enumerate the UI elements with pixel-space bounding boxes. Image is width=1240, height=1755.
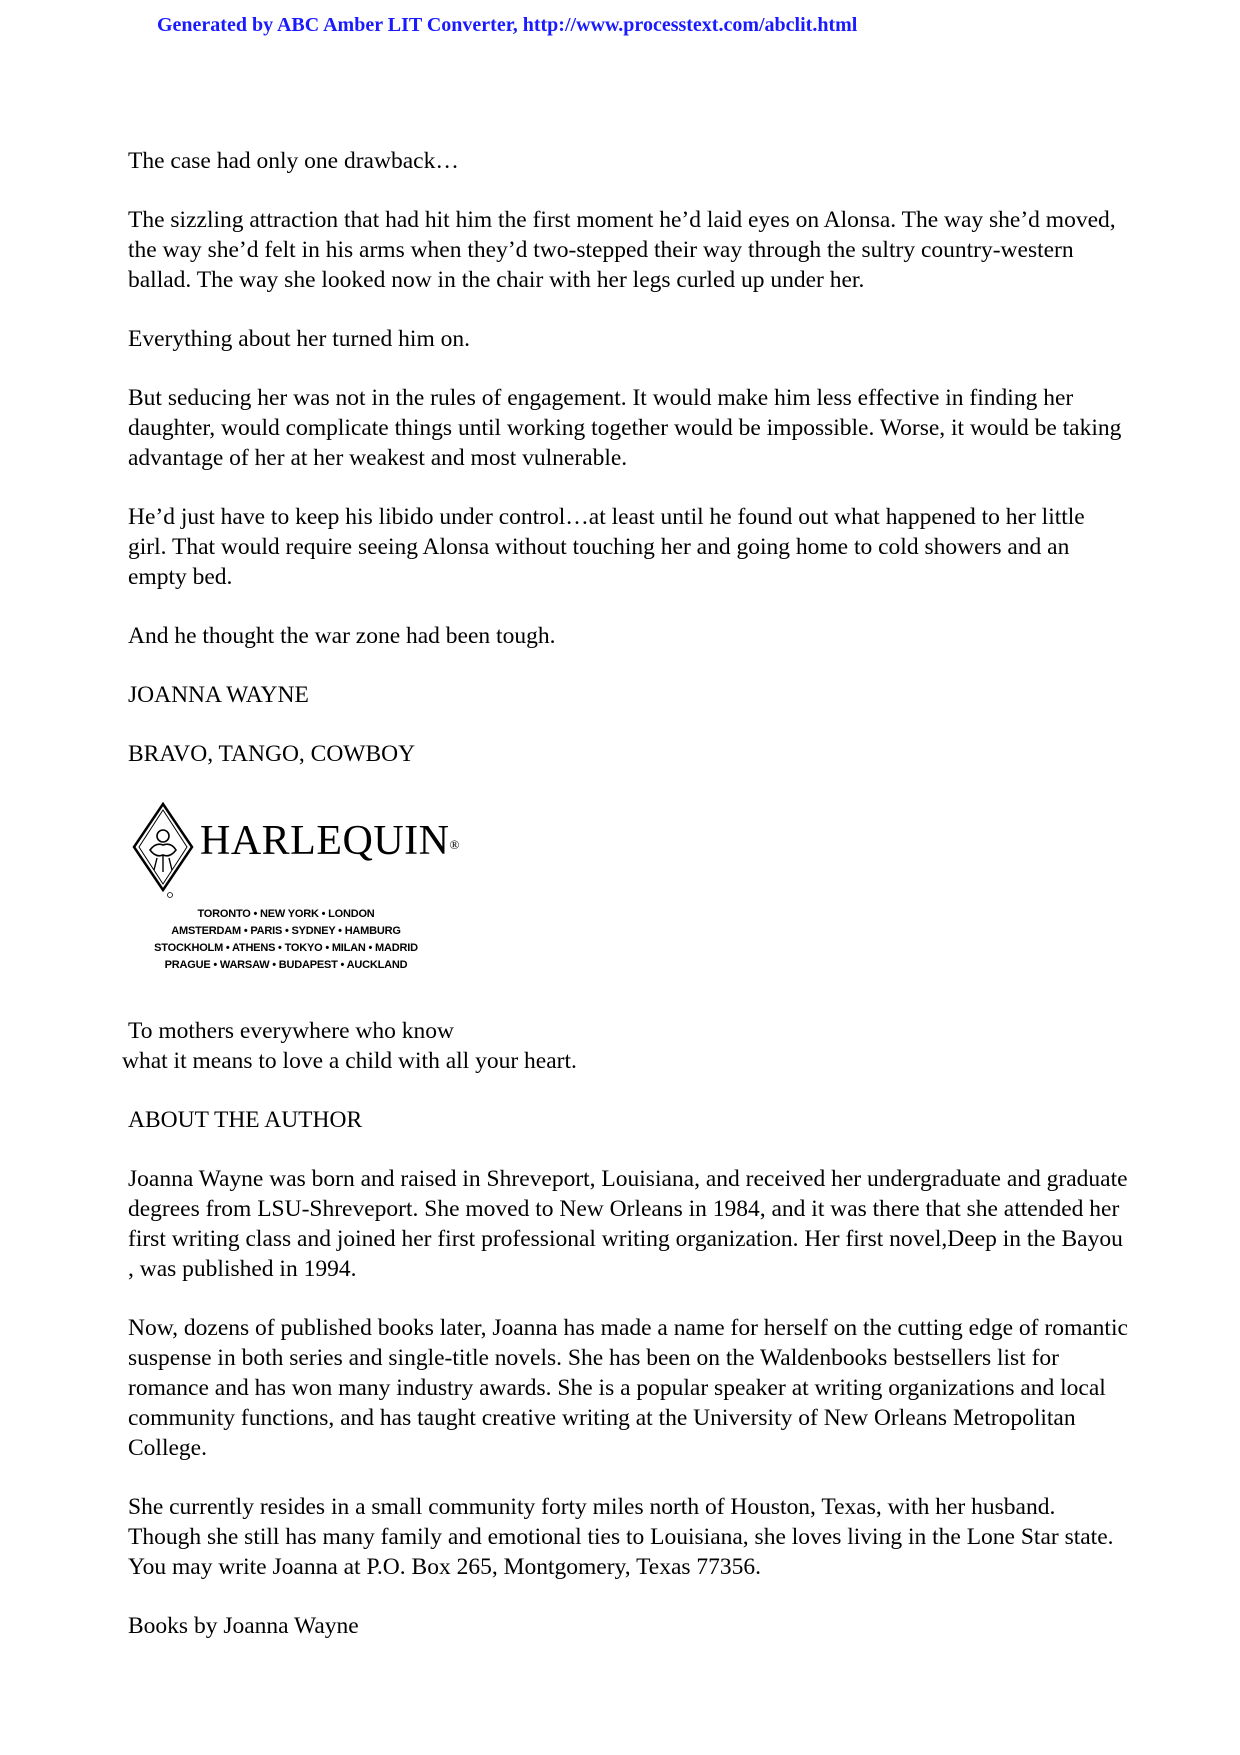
paragraph-libido: He’d just have to keep his libido under control…at least until he found out what happened to her little girl. That would require seeing Alonsa without touching her and going home to cold showers and an empty bed.	[128, 504, 1085, 590]
paragraph-seducing: But seducing her was not in the rules of engagement. It would make him less effective in finding her daughter, would complicate things until working together would be impossible. Worse, it would be taking advantage of her at her weakest and most vulnerable.	[128, 385, 1122, 471]
harlequin-logo	[126, 798, 460, 1008]
converter-header[interactable]: Generated by ABC Amber LIT Converter, http://www.processtext.com/abclit.html	[157, 14, 858, 36]
about-paragraph-bio: Joanna Wayne was born and raised in Shreveport, Louisiana, and received her undergraduate and graduate degrees from LSU-Shreveport. She moved to New Orleans in 1984, and it was there that she attended her first writing class and joined her first professional writing organization. Her first novel,Deep in the Bayou , was published in 1994.	[128, 1166, 1128, 1282]
cities-line: STOCKHOLM • ATHENS • TOKYO • MILAN • MADRID	[154, 942, 418, 954]
cities-line: AMSTERDAM • PARIS • SYDNEY • HAMBURG	[171, 925, 401, 937]
publisher-cities	[126, 906, 446, 974]
about-heading: ABOUT THE AUTHOR	[128, 1107, 363, 1133]
author-name: JOANNA WAYNE	[128, 682, 309, 708]
books-heading: Books by Joanna Wayne	[128, 1613, 359, 1639]
cities-line: PRAGUE • WARSAW • BUDAPEST • AUCKLAND	[164, 959, 408, 971]
dedication-line-1: To mothers everywhere who know	[128, 1018, 454, 1044]
paragraph-turned-on: Everything about her turned him on.	[128, 326, 470, 352]
paragraph-attraction: The sizzling attraction that had hit him the first moment he’d laid eyes on Alonsa. The way she’d moved, the way she’d felt in his arms when they’d two-stepped their way through the sultry country-western ballad. The way she looked now in the chair with her legs curled up under her.	[128, 207, 1116, 293]
harlequin-diamond-icon	[126, 798, 196, 898]
dedication-line-2: what it means to love a child with all your heart.	[122, 1048, 577, 1074]
dedication	[122, 1016, 1128, 1076]
paragraph-drawback: The case had only one drawback…	[128, 148, 459, 174]
book-title: BRAVO, TANGO, COWBOY	[128, 741, 416, 767]
publisher-name: HARLEQUIN®	[200, 818, 460, 864]
paragraph-war-zone: And he thought the war zone had been tough.	[128, 623, 556, 649]
document-body	[122, 146, 1128, 1670]
cities-line: TORONTO • NEW YORK • LONDON	[197, 908, 375, 920]
about-paragraph-career: Now, dozens of published books later, Joanna has made a name for herself on the cutting edge of romantic suspense in both series and single-title novels. She has been on the Waldenbooks bestsellers list for romance and has won many industry awards. She is a popular speaker at writing organizations and local community functions, and has taught creative writing at the University of New Orleans Metropolitan College.	[128, 1315, 1128, 1461]
about-paragraph-residence: She currently resides in a small community forty miles north of Houston, Texas, with her husband. Though she still has many family and emotional ties to Louisiana, she loves living in the Lone Star state. You may write Joanna at P.O. Box 265, Montgomery, Texas 77356.	[128, 1494, 1114, 1580]
